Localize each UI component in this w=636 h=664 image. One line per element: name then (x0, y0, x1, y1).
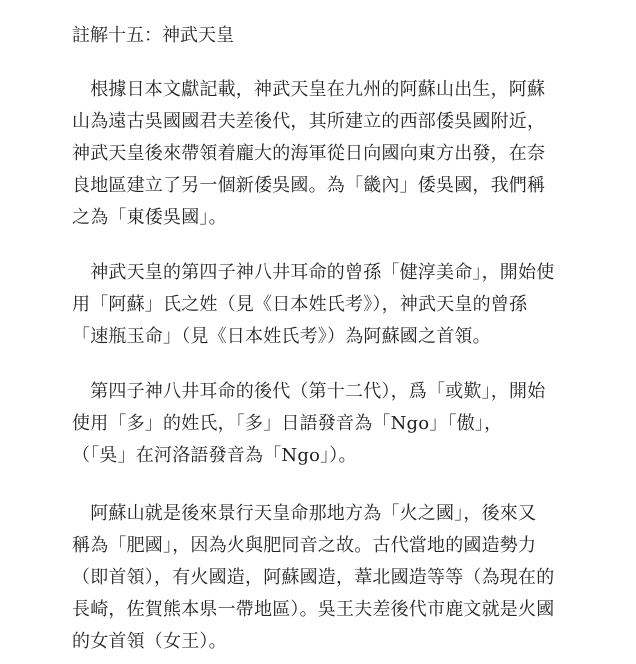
section-heading: 註解十五：神武天皇 (72, 25, 234, 46)
paragraph-line: （即首領），有火國造，阿蘇國造，葦北國造等等（為現在的 (72, 567, 555, 588)
paragraph-4 (72, 498, 568, 658)
paragraph-line: 長崎，佐賀熊本県一帶地區）。吳王夫差後代市鹿文就是火國 (72, 599, 555, 620)
paragraph-line: 阿蘇山就是後來景行天皇命那地方為「火之國」，後來又 (72, 503, 537, 524)
paragraph-line: 的女首領（女王）。 (72, 631, 227, 652)
paragraph-line: 神武天皇後來帶領着龐大的海軍從日向國向東方出發，在奈 (72, 143, 546, 164)
paragraph-line: 神武天皇的第四子神八井耳命的曾孫「健淳美命」，開始使 (72, 262, 555, 283)
paragraph-3 (72, 376, 568, 472)
paragraph-1 (72, 74, 568, 234)
paragraph-line: 山為遠古吳國國君夫差後代，其所建立的西部倭吳國附近， (72, 111, 546, 132)
paragraph-line: 第四子神八井耳命的後代（第十二代），爲「或歎」，開始 (72, 381, 546, 402)
paragraph-line: 使用「多」的姓氏，「多」日語發音為「Ngo」「傲」， (72, 413, 503, 434)
paragraph-line: 用「阿蘇」氏之姓（見《日本姓氏考》），神武天皇的曾孫 (72, 294, 528, 315)
paragraph-line: 「速瓶玉命」（見《日本姓氏考》）為阿蘇國之首領。 (72, 326, 491, 347)
paragraph-line: 根據日本文獻記載，神武天皇在九州的阿蘇山出生，阿蘇 (72, 79, 546, 100)
paragraph-line: （「吳」在河洛語發音為「Ngo」）。 (72, 445, 357, 466)
paragraph-line: 之為「東倭吳國」。 (72, 207, 227, 228)
paragraph-line: 稱為「肥國」，因為火與肥同音之故。古代當地的國造勢力 (72, 535, 537, 556)
paragraph-line: 良地區建立了另一個新倭吳國。為「畿內」倭吳國，我們稱 (72, 175, 546, 196)
paragraph-2 (72, 257, 568, 353)
